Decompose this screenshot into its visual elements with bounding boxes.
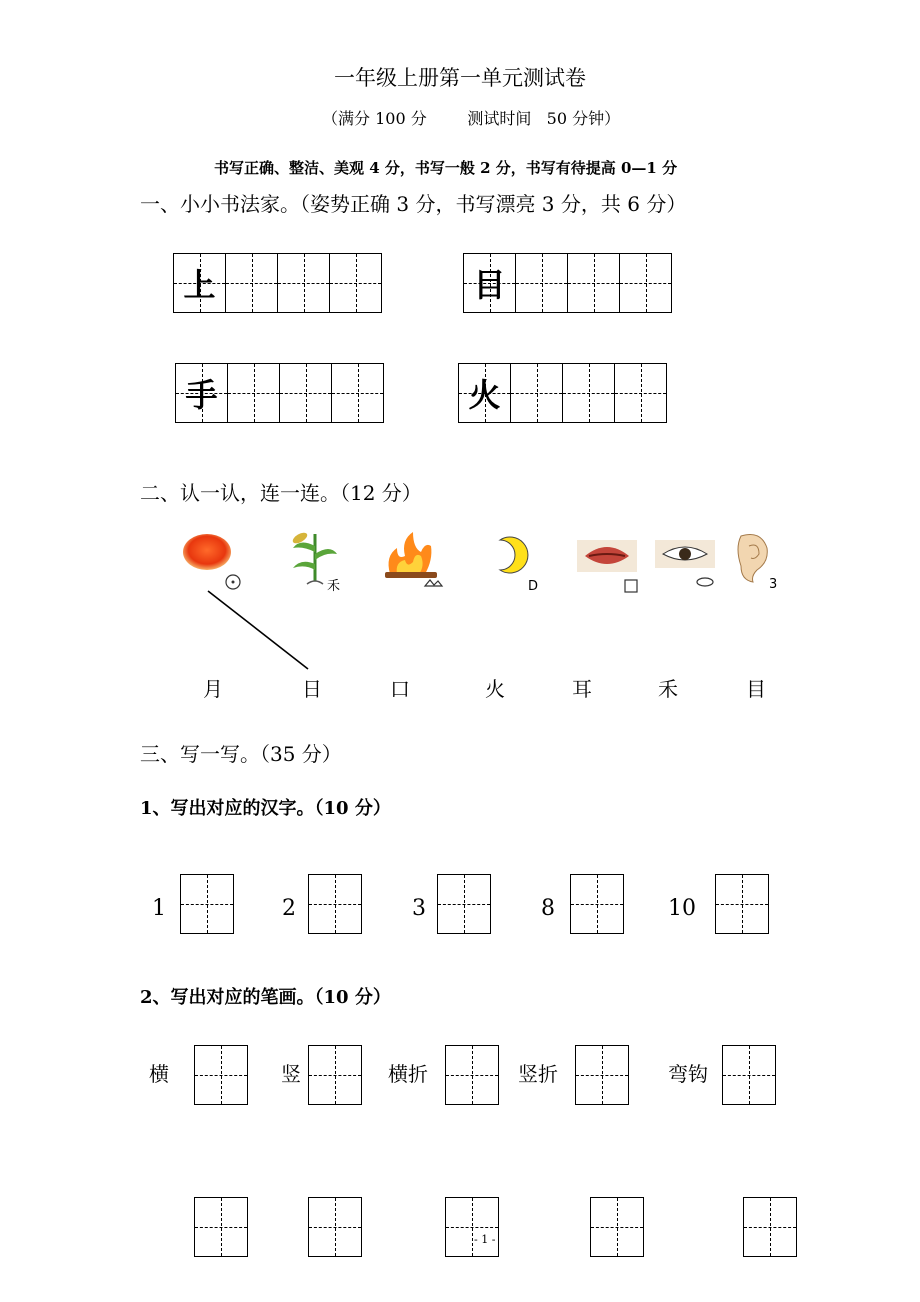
stroke-label: 横 bbox=[149, 1062, 169, 1086]
model-char: 手 bbox=[185, 376, 218, 414]
svg-text:D: D bbox=[528, 579, 539, 594]
example-connect-line bbox=[206, 589, 310, 671]
tianzi-cell[interactable] bbox=[463, 253, 516, 313]
svg-text:禾: 禾 bbox=[327, 579, 341, 594]
tianzi-cell[interactable] bbox=[227, 363, 280, 423]
model-char: 火 bbox=[468, 376, 501, 414]
stroke-label: 横折 bbox=[388, 1062, 428, 1086]
writing-grid-row bbox=[463, 253, 672, 313]
model-char: 上 bbox=[183, 266, 216, 304]
section1-heading: 一、小小书法家。（姿势正确 3 分，书写漂亮 3 分，共 6 分） bbox=[140, 192, 687, 216]
number-label: 8 bbox=[541, 896, 555, 921]
answer-box[interactable] bbox=[445, 1197, 499, 1257]
section2-heading: 二、认一认，连一连。（12 分） bbox=[140, 481, 422, 505]
match-char[interactable]: 禾 bbox=[658, 677, 678, 701]
answer-box[interactable] bbox=[194, 1197, 248, 1257]
answer-box[interactable] bbox=[437, 874, 491, 934]
svg-text:3: 3 bbox=[769, 577, 778, 592]
tianzi-cell[interactable] bbox=[619, 253, 672, 313]
number-label: 2 bbox=[282, 896, 296, 921]
answer-box[interactable] bbox=[180, 874, 234, 934]
part2-heading: 2、写出对应的笔画。（10 分） bbox=[140, 987, 391, 1008]
answer-box[interactable] bbox=[722, 1045, 776, 1105]
answer-box[interactable] bbox=[445, 1045, 499, 1105]
answer-box[interactable] bbox=[570, 874, 624, 934]
answer-box[interactable] bbox=[590, 1197, 644, 1257]
tianzi-cell[interactable] bbox=[331, 363, 384, 423]
match-char[interactable]: 火 bbox=[485, 677, 505, 701]
moon-icon bbox=[500, 537, 538, 594]
tianzi-cell[interactable] bbox=[225, 253, 278, 313]
tianzi-cell[interactable] bbox=[329, 253, 382, 313]
match-char[interactable]: 口 bbox=[390, 677, 410, 701]
part1-heading: 1、写出对应的汉字。（10 分） bbox=[140, 798, 391, 819]
tianzi-cell[interactable] bbox=[277, 253, 330, 313]
tianzi-cell[interactable] bbox=[614, 363, 667, 423]
answer-box[interactable] bbox=[575, 1045, 629, 1105]
section3-heading: 三、写一写。（35 分） bbox=[140, 742, 342, 766]
stroke-label: 竖 bbox=[281, 1062, 301, 1086]
answer-box[interactable] bbox=[743, 1197, 797, 1257]
match-char[interactable]: 耳 bbox=[572, 677, 592, 701]
model-char: 目 bbox=[473, 266, 506, 304]
stroke-label: 竖折 bbox=[518, 1062, 558, 1086]
number-label: 3 bbox=[412, 896, 426, 921]
eye-icon bbox=[655, 540, 715, 586]
answer-box[interactable] bbox=[194, 1045, 248, 1105]
match-char[interactable]: 月 bbox=[203, 677, 223, 701]
fire-icon bbox=[385, 532, 442, 586]
tianzi-cell[interactable] bbox=[279, 363, 332, 423]
tianzi-cell[interactable] bbox=[175, 363, 228, 423]
tianzi-cell[interactable] bbox=[458, 363, 511, 423]
tianzi-cell[interactable] bbox=[173, 253, 226, 313]
writing-grid-row bbox=[458, 363, 667, 423]
number-label: 1 bbox=[152, 896, 166, 921]
page-title: 一年级上册第一单元测试卷 bbox=[334, 66, 586, 90]
mouth-icon bbox=[577, 540, 637, 592]
answer-box[interactable] bbox=[308, 874, 362, 934]
handwriting-note: 书写正确、整洁、美观 4 分，书写一般 2 分，书写有待提高 0—1 分 bbox=[214, 159, 678, 177]
match-char[interactable]: 日 bbox=[302, 677, 322, 701]
answer-box[interactable] bbox=[308, 1197, 362, 1257]
writing-grid-row bbox=[173, 253, 382, 313]
ear-icon bbox=[738, 535, 777, 593]
match-char[interactable]: 目 bbox=[746, 677, 766, 701]
grain-icon bbox=[291, 531, 340, 594]
tianzi-cell[interactable] bbox=[567, 253, 620, 313]
answer-box[interactable] bbox=[715, 874, 769, 934]
sun-icon bbox=[183, 534, 240, 589]
page-number: - 1 - bbox=[474, 1233, 496, 1246]
tianzi-cell[interactable] bbox=[562, 363, 615, 423]
tianzi-cell[interactable] bbox=[515, 253, 568, 313]
tianzi-cell[interactable] bbox=[510, 363, 563, 423]
writing-grid-row bbox=[175, 363, 384, 423]
number-label: 10 bbox=[668, 896, 696, 921]
stroke-label: 弯钩 bbox=[668, 1062, 708, 1086]
exam-info: （满分 100 分 测试时间 50 分钟） bbox=[322, 109, 621, 128]
answer-box[interactable] bbox=[308, 1045, 362, 1105]
